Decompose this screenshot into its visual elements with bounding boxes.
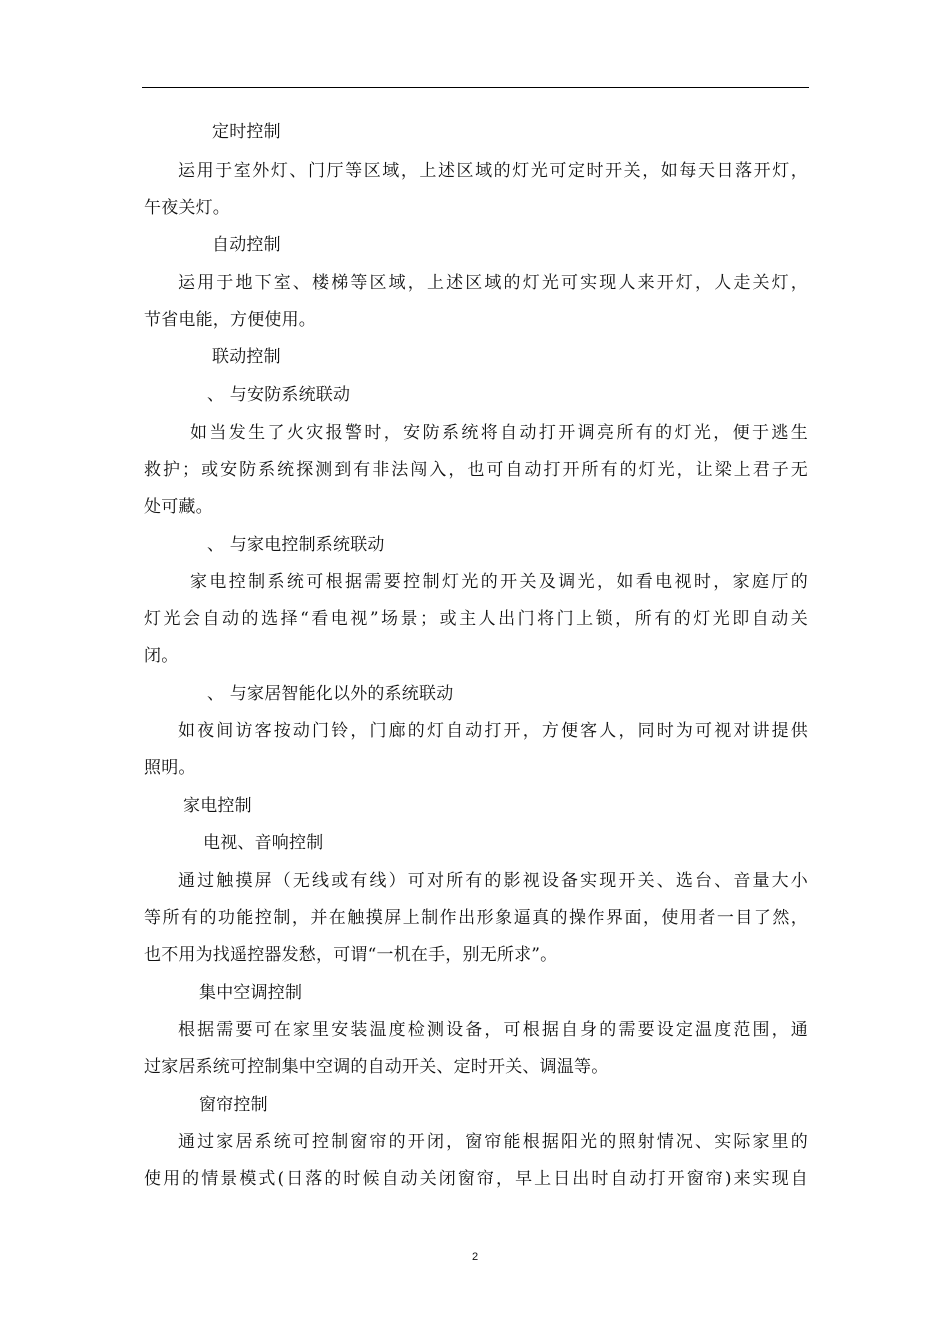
header-rule <box>142 87 809 88</box>
page-number: 2 <box>471 1251 479 1263</box>
paragraph-line: 节省电能，方便使用。 <box>144 310 316 330</box>
paragraph-line: 根据需要可在家里安装温度检测设备，可根据自身的需要设定温度范围，通 <box>178 1020 808 1040</box>
subheading-appliance-linkage: 、 与家电控制系统联动 <box>207 535 385 555</box>
paragraph-line: 运用于室外灯、门厅等区域，上述区域的灯光可定时开关，如每天日落开灯， <box>178 161 808 181</box>
paragraph-line: 通过触摸屏（无线或有线）可对所有的影视设备实现开关、选台、音量大小 <box>178 871 808 891</box>
heading-linkage-control: 联动控制 <box>212 347 281 367</box>
paragraph-line: 如夜间访客按动门铃，门廊的灯自动打开，方便客人，同时为可视对讲提供 <box>178 721 808 741</box>
paragraph-line: 闭。 <box>144 646 179 666</box>
paragraph-line: 救护；或安防系统探测到有非法闯入，也可自动打开所有的灯光，让梁上君子无 <box>144 460 808 480</box>
paragraph-line: 处可藏。 <box>144 497 213 517</box>
heading-timed-control: 定时控制 <box>212 122 281 142</box>
paragraph-line: 午夜关灯。 <box>144 198 230 218</box>
paragraph-line: 灯光会自动的选择“看电视”场景；或主人出门将门上锁，所有的灯光即自动关 <box>144 609 808 629</box>
paragraph-line: 过家居系统可控制集中空调的自动开关、定时开关、调温等。 <box>144 1057 609 1077</box>
subheading-other-system-linkage: 、 与家居智能化以外的系统联动 <box>207 684 454 704</box>
paragraph-line: 家电控制系统可根据需要控制灯光的开关及调光，如看电视时，家庭厅的 <box>190 572 808 592</box>
paragraph-line: 运用于地下室、楼梯等区域，上述区域的灯光可实现人来开灯，人走关灯， <box>178 273 808 293</box>
paragraph-line: 通过家居系统可控制窗帘的开闭，窗帘能根据阳光的照射情况、实际家里的 <box>178 1132 808 1152</box>
paragraph-line: 也不用为找遥控器发愁，可谓“一机在手，别无所求”。 <box>144 945 558 965</box>
heading-appliance-control: 家电控制 <box>183 796 252 816</box>
subheading-central-ac-control: 集中空调控制 <box>199 983 303 1003</box>
paragraph-line: 等所有的功能控制，并在触摸屏上制作出形象逼真的操作界面，使用者一目了然， <box>144 908 808 928</box>
subheading-security-linkage: 、 与安防系统联动 <box>207 385 351 405</box>
subheading-tv-audio-control: 电视、音响控制 <box>203 833 324 853</box>
subheading-curtain-control: 窗帘控制 <box>199 1095 268 1115</box>
paragraph-line: 照明。 <box>144 758 196 778</box>
paragraph-line: 如当发生了火灾报警时，安防系统将自动打开调亮所有的灯光，便于逃生 <box>190 423 808 443</box>
heading-auto-control: 自动控制 <box>212 235 281 255</box>
paragraph-line: 使用的情景模式(日落的时候自动关闭窗帘，早上日出时自动打开窗帘)来实现自 <box>144 1169 808 1189</box>
